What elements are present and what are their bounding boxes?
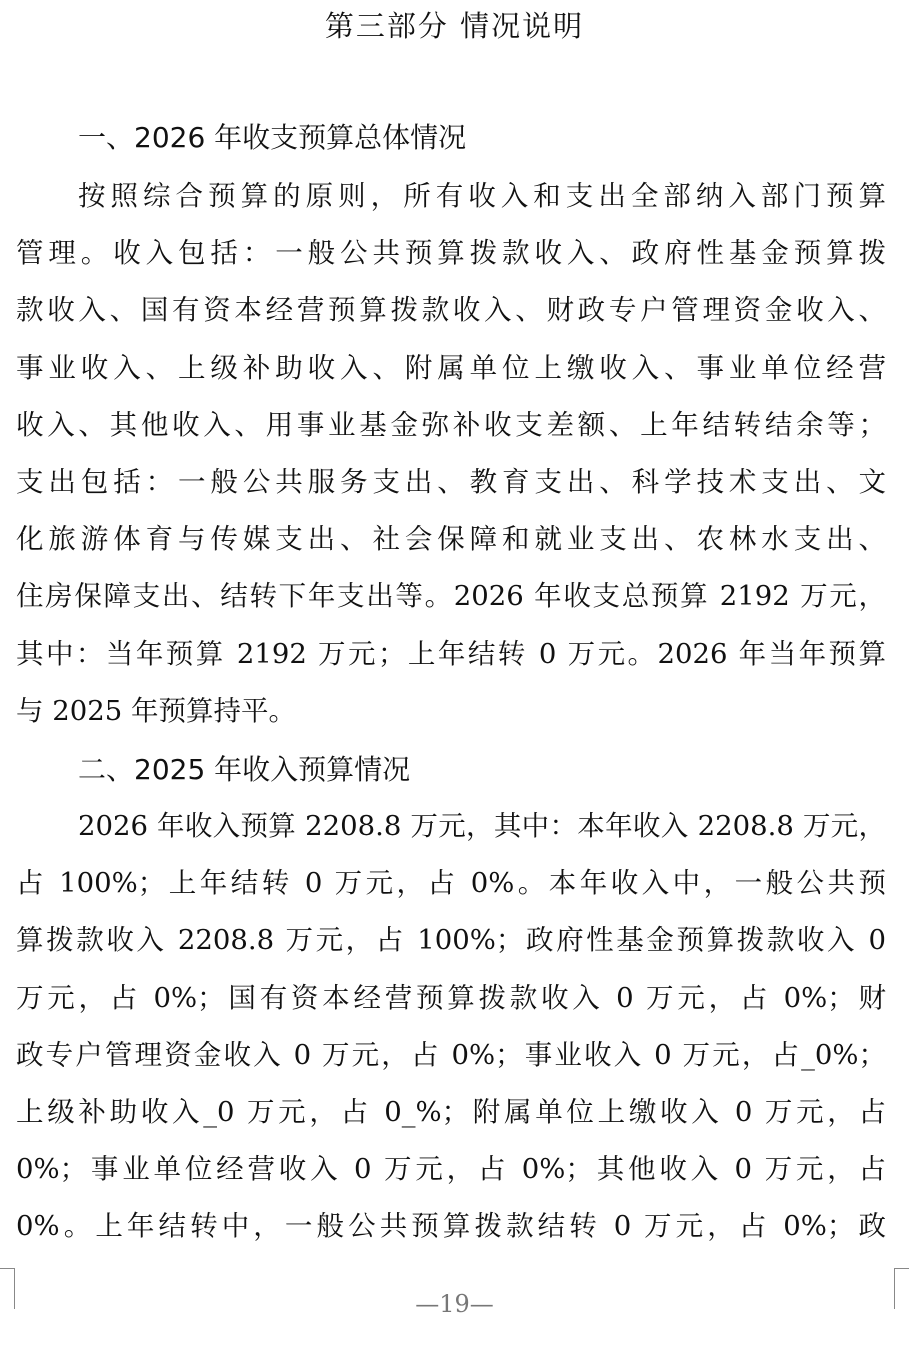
body-line: 算拨款收入 2208.8 万元，占 100%；政府性基金预算拨款收入 0: [16, 924, 886, 957]
body-line: 收入、其他收入、用事业基金弥补收支差额、上年结转结余等；: [16, 408, 886, 441]
section-1-heading: 一、2026 年收支预算总体情况: [78, 121, 467, 154]
body-line: 0%；事业单位经营收入 0 万元，占 0%；其他收入 0 万元，占: [16, 1153, 886, 1186]
body-line: 万元，占 0%；国有资本经营预算拨款收入 0 万元，占 0%；财: [16, 981, 886, 1014]
body-line: 管理。收入包括：一般公共预算拨款收入、政府性基金预算拨: [16, 237, 886, 270]
body-line: 0%。上年结转中，一般公共预算拨款结转 0 万元，占 0%；政: [16, 1210, 886, 1243]
body-line: 支出包括：一般公共服务支出、教育支出、科学技术支出、文: [16, 465, 886, 498]
page-title: 第三部分 情况说明: [324, 9, 585, 43]
section-2-body: [16, 798, 886, 1256]
body-line: 政专户管理资金收入 0 万元，占 0%；事业收入 0 万元，占_0%；: [16, 1038, 886, 1071]
body-line: 与 2025 年预算持平。: [16, 694, 296, 727]
section-1-body: [16, 168, 886, 740]
body-line: 其中：当年预算 2192 万元；上年结转 0 万元。2026 年当年预算: [16, 637, 886, 670]
section-2-heading: 二、2025 年收入预算情况: [78, 753, 411, 786]
body-line: 事业收入、上级补助收入、附属单位上缴收入、事业单位经营: [16, 351, 886, 384]
page-number: —19—: [415, 1290, 494, 1318]
body-line: 住房保障支出、结转下年支出等。2026 年收支总预算 2192 万元，: [16, 580, 886, 613]
body-line: 2026 年收入预算 2208.8 万元，其中：本年收入 2208.8 万元，: [78, 810, 886, 842]
body-line: 上级补助收入_0 万元，占 0_%；附属单位上缴收入 0 万元，占: [16, 1095, 886, 1128]
body-line: 化旅游体育与传媒支出、社会保障和就业支出、农林水支出、: [16, 523, 886, 556]
body-line: 款收入、国有资本经营预算拨款收入、财政专户管理资金收入、: [16, 294, 886, 327]
body-line: 按照综合预算的原则，所有收入和支出全部纳入部门预算: [78, 180, 886, 212]
body-line: 占 100%；上年结转 0 万元，占 0%。本年收入中，一般公共预: [16, 867, 886, 900]
